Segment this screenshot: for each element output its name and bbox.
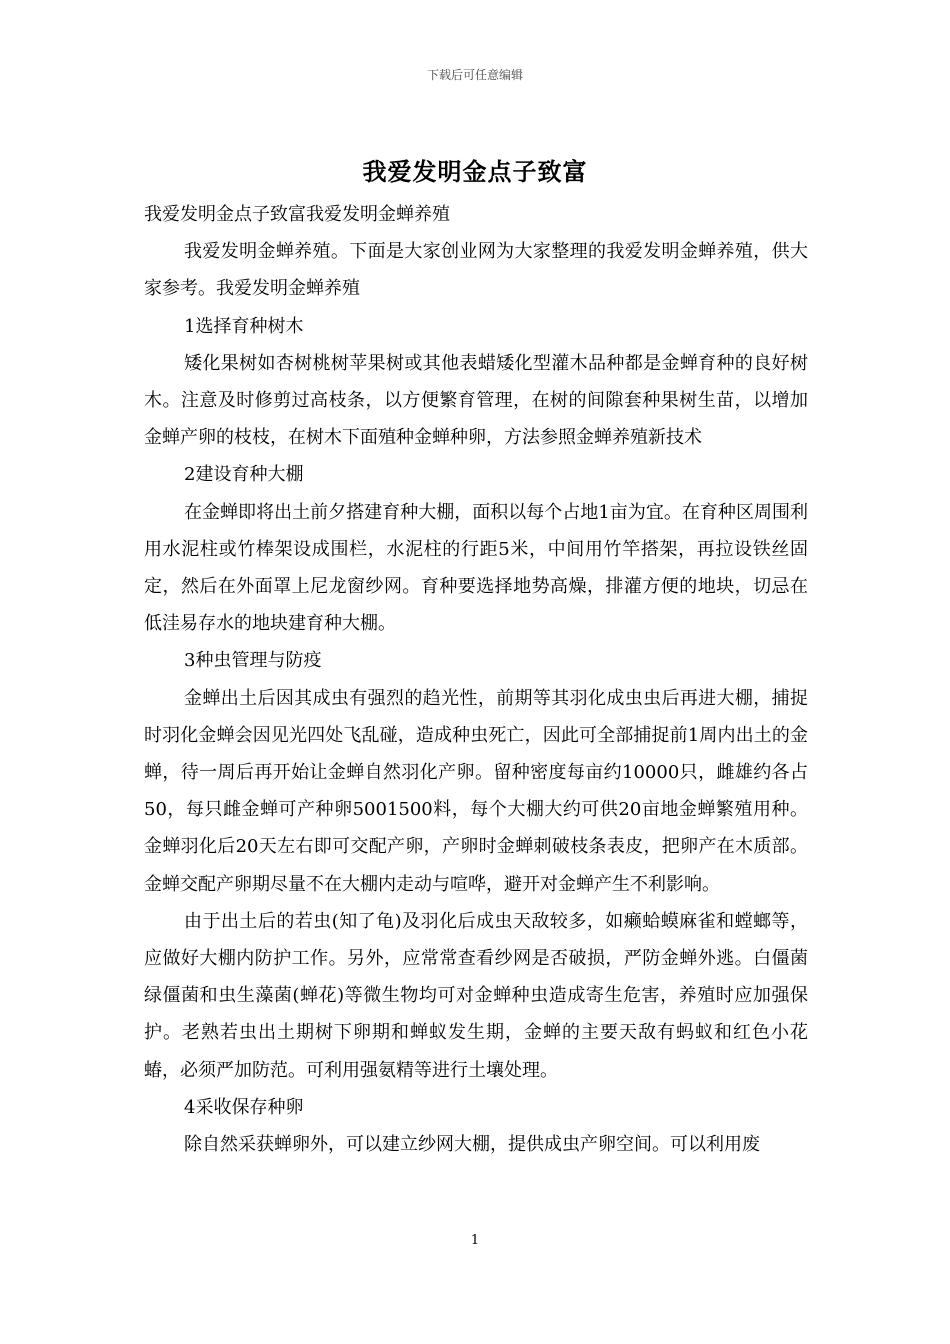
section-paragraph-3a: 金蝉出土后因其成虫有强烈的趋光性，前期等其羽化成虫虫后再进大棚，捕捉时羽化金蝉会因见光四处飞乱碰，造成种虫死亡，因此可全部捕捉前1周内出土的金蝉，待一周后再开始让金蝉自然羽化产卵。留种密度每亩约10000只，雌雄约各占50，每只雌金蝉可产种卵5001500料，每个大棚大约可供20亩地金蝉繁殖用种。金蝉羽化后20天左右即可交配产卵，产卵时金蝉刺破枝条表皮，把卵产在木质部。金蝉交配产卵期尽量不在大棚内走动与喧哗，避开对金蝉产生不利影响。	[144, 687, 808, 895]
section-heading-3: 3种虫管理与防疫	[184, 650, 322, 672]
subtitle-paragraph: 我爱发明金点子致富我爱发明金蝉养殖	[144, 204, 450, 225]
page-header: 下载后可任意编辑	[426, 68, 523, 82]
intro-paragraph: 我爱发明金蝉养殖。下面是大家创业网为大家整理的我爱发明金蝉养殖，供大家参考。我爱发明金蝉养殖	[144, 241, 808, 300]
section-paragraph-4: 除自然采获蝉卵外，可以建立纱网大棚，提供成虫产卵空间。可以利用废	[184, 1134, 760, 1156]
section-paragraph-1: 矮化果树如杏树桃树苹果树或其他表蜡矮化型灌木品种都是金蝉育种的良好树木。注意及时修剪过高枝条，以方便繁育管理，在树的间隙套种果树生苗，以增加金蝉产卵的枝枝，在树木下面殖种金蝉种卵，方法参照金蝉养殖新技术	[144, 352, 808, 449]
document-title: 我爱发明金点子致富	[362, 157, 588, 186]
document-body	[144, 196, 808, 1163]
section-heading-1: 1选择育种树木	[184, 315, 304, 337]
page-number: 1	[470, 1233, 480, 1248]
section-heading-4: 4采收保存种卵	[184, 1096, 304, 1118]
section-paragraph-2: 在金蝉即将出土前夕搭建育种大棚，面积以每个占地1亩为宜。在育种区周围利用水泥柱或竹棒架设成围栏，水泥柱的行距5米，中间用竹竿搭架，再拉设铁丝固定，然后在外面罩上尼龙窗纱网。育种要选择地势高燥，排灌方便的地块，切忌在低洼易存水的地块建育种大棚。	[144, 501, 808, 635]
section-paragraph-3b: 由于出土后的若虫(知了龟)及羽化后成虫天敌较多，如癞蛤蟆麻雀和螳螂等，应做好大棚内防护工作。另外，应常常查看纱网是否破损，严防金蝉外逃。白僵菌绿僵菌和虫生藻菌(蝉花)等微生物均可对金蝉种虫造成寄生危害，养殖时应加强保护。老熟若虫出土期树下卵期和蝉蚁发生期，金蝉的主要天敌有蚂蚁和红色小花蝽，必须严加防范。可利用强氨精等进行土壤处理。	[144, 910, 808, 1081]
section-heading-2: 2建设育种大棚	[184, 464, 304, 486]
